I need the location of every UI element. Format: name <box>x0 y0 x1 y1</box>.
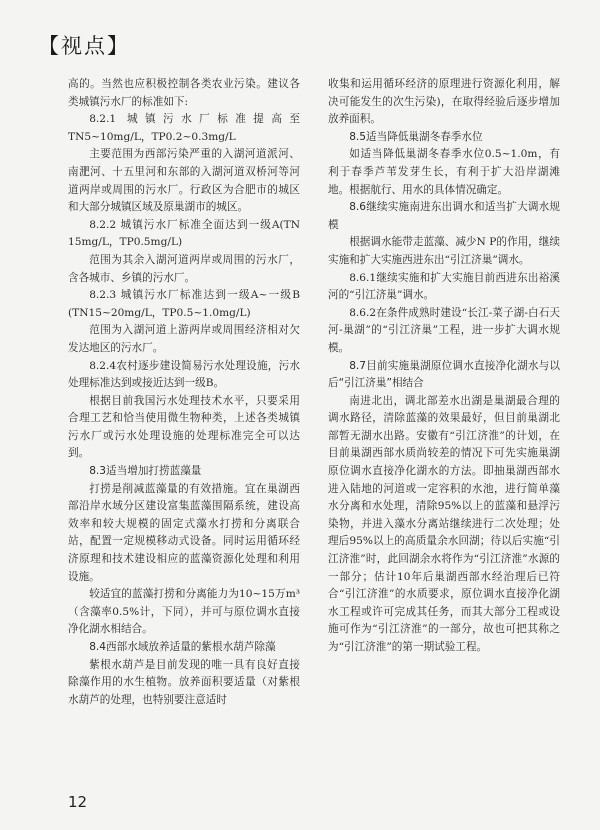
paragraph: 8.6.2在条件成熟时建设“长江-菜子湖-白石天河-巢湖”的“引江济巢”工程，进一步扩大调水规模。 <box>328 306 560 354</box>
section-heading: 8.3适当增加打捞蓝藻量 <box>89 465 202 478</box>
section-heading: 8.7目前实施巢湖原位调水直接净化湖水与以后“引江济巢”相结合 <box>328 359 560 390</box>
section-heading: 8.5适当降低巢湖冬春季水位 <box>349 130 483 143</box>
left-column <box>68 76 300 709</box>
paragraph: 根据调水能带走蓝藻、减少N P的作用，继续实施和扩大实施西进东出“引江济巢”调水。 <box>328 236 560 266</box>
section-heading: 8.4西部水域放养适量的紫根水葫芦除藻 <box>89 641 276 653</box>
paragraph: 紫根水葫芦是目前发现的唯一具有良好直接除藻作用的水生植物。放养面积要适量（对紫根水葫芦的处理，也特别要注意适时 <box>68 658 300 706</box>
page-number: 12 <box>68 793 88 811</box>
section-heading: 8.6继续实施南进东出调水和适当扩大调水规模 <box>328 201 560 231</box>
right-column <box>328 76 560 657</box>
paragraph: 如适当降低巢湖冬春季水位0.5~1.0m，有利于春季芦苇发芽生长，有利于扩大沿岸湖滩地。根据航行、用水的具体情况确定。 <box>328 148 560 196</box>
paragraph: 高的。当然也应积极控制各类农业污染。建议各类城镇污水厂的标准如下: <box>68 78 300 108</box>
paragraph: 主要范围为西部污染严重的入湖河道派河、南淝河、十五里河和东部的入湖河道双桥河等河道两岸或周围的污水厂。行政区为合肥市的城区和大部分城镇区域及原巢湖市的城区。 <box>68 148 300 214</box>
paragraph: 打捞是削减蓝藻量的有效措施。宜在巢湖西部沿岸水域分区建设富集蓝藻围隔系统，建设高效率和较大规模的固定式藻水打捞和分离联合站，配置一定规模移动式设备。同时运用循环经济原理和技术建设相应的蓝藻资源化处理和利用设施。 <box>68 482 300 583</box>
paragraph: 8.2.2 城镇污水厂标准全面达到一级A(TN 15mg/L，TP0.5mg/L) <box>68 218 300 249</box>
paragraph: 8.2.1 城镇污水厂标准提高至TN5~10mg/L，TP0.2~0.3mg/L <box>68 113 300 143</box>
paragraph: 收集和运用循环经济的原理进行资源化利用，解决可能发生的次生污染)，在取得经验后逐步增加放养面积。 <box>328 78 560 126</box>
paragraph: 8.6.1继续实施和扩大实施目前西进东出裕溪河的“引江济巢”调水。 <box>328 271 560 302</box>
paragraph: 8.2.4农村逐步建设简易污水处理设施，污水处理标准达到或接近达到一级B。 <box>68 359 300 390</box>
section-title: 【视点】 <box>38 34 130 58</box>
paragraph: 范围为入湖河道上游两岸或周围经济相对欠发达地区的污水厂。 <box>68 324 300 354</box>
paragraph: 南进北出，调北部差水出湖是巢湖最合理的调水路径，清除蓝藻的效果最好，但目前巢湖北部暂无湖水出路。安徽有“引江济淮”的计划，在目前巢湖西部水质尚较差的情况下可先实施巢湖原位调水直接净化湖水的方法。即抽巢湖西部水进入陆地的河道或一定容积的水池，进行简单藻水分离和水处理，清除95%以上的蓝藻和悬浮污染物，并进入藻水分离站继续进行二次处理；处理后95%以上的高质量余水回湖；待以后实施“引江济淮”时，此回湖余水将作为“引江济淮”水源的一部分；估计10年后巢湖西部水经治理后已符合“引江济淮”的水质要求，原位调水直接净化湖水工程或许可完成其任务，而其大部分工程或设施可作为“引江济淮”的一部分，故也可把其称之为“引江济淮”的第一期试验工程。 <box>328 394 560 653</box>
paragraph: 8.2.3 城镇污水厂标准达到一级A~一级B (TN15~20mg/L，TP0.5~1.0mg/L) <box>68 289 300 319</box>
paragraph: 根据目前我国污水处理技术水平，只要采用合理工艺和恰当使用微生物种类，上述各类城镇污水厂或污水处理设施的处理标准完全可以达到。 <box>68 394 300 460</box>
paragraph: 范围为其余入湖河道两岸或周围的污水厂，含各城市、乡镇的污水厂。 <box>68 253 300 284</box>
paragraph: 较适宜的蓝藻打捞和分离能力为10~15万m³（含藻率0.5%计，下同），并可与原位调水直接净化湖水相结合。 <box>68 588 300 636</box>
